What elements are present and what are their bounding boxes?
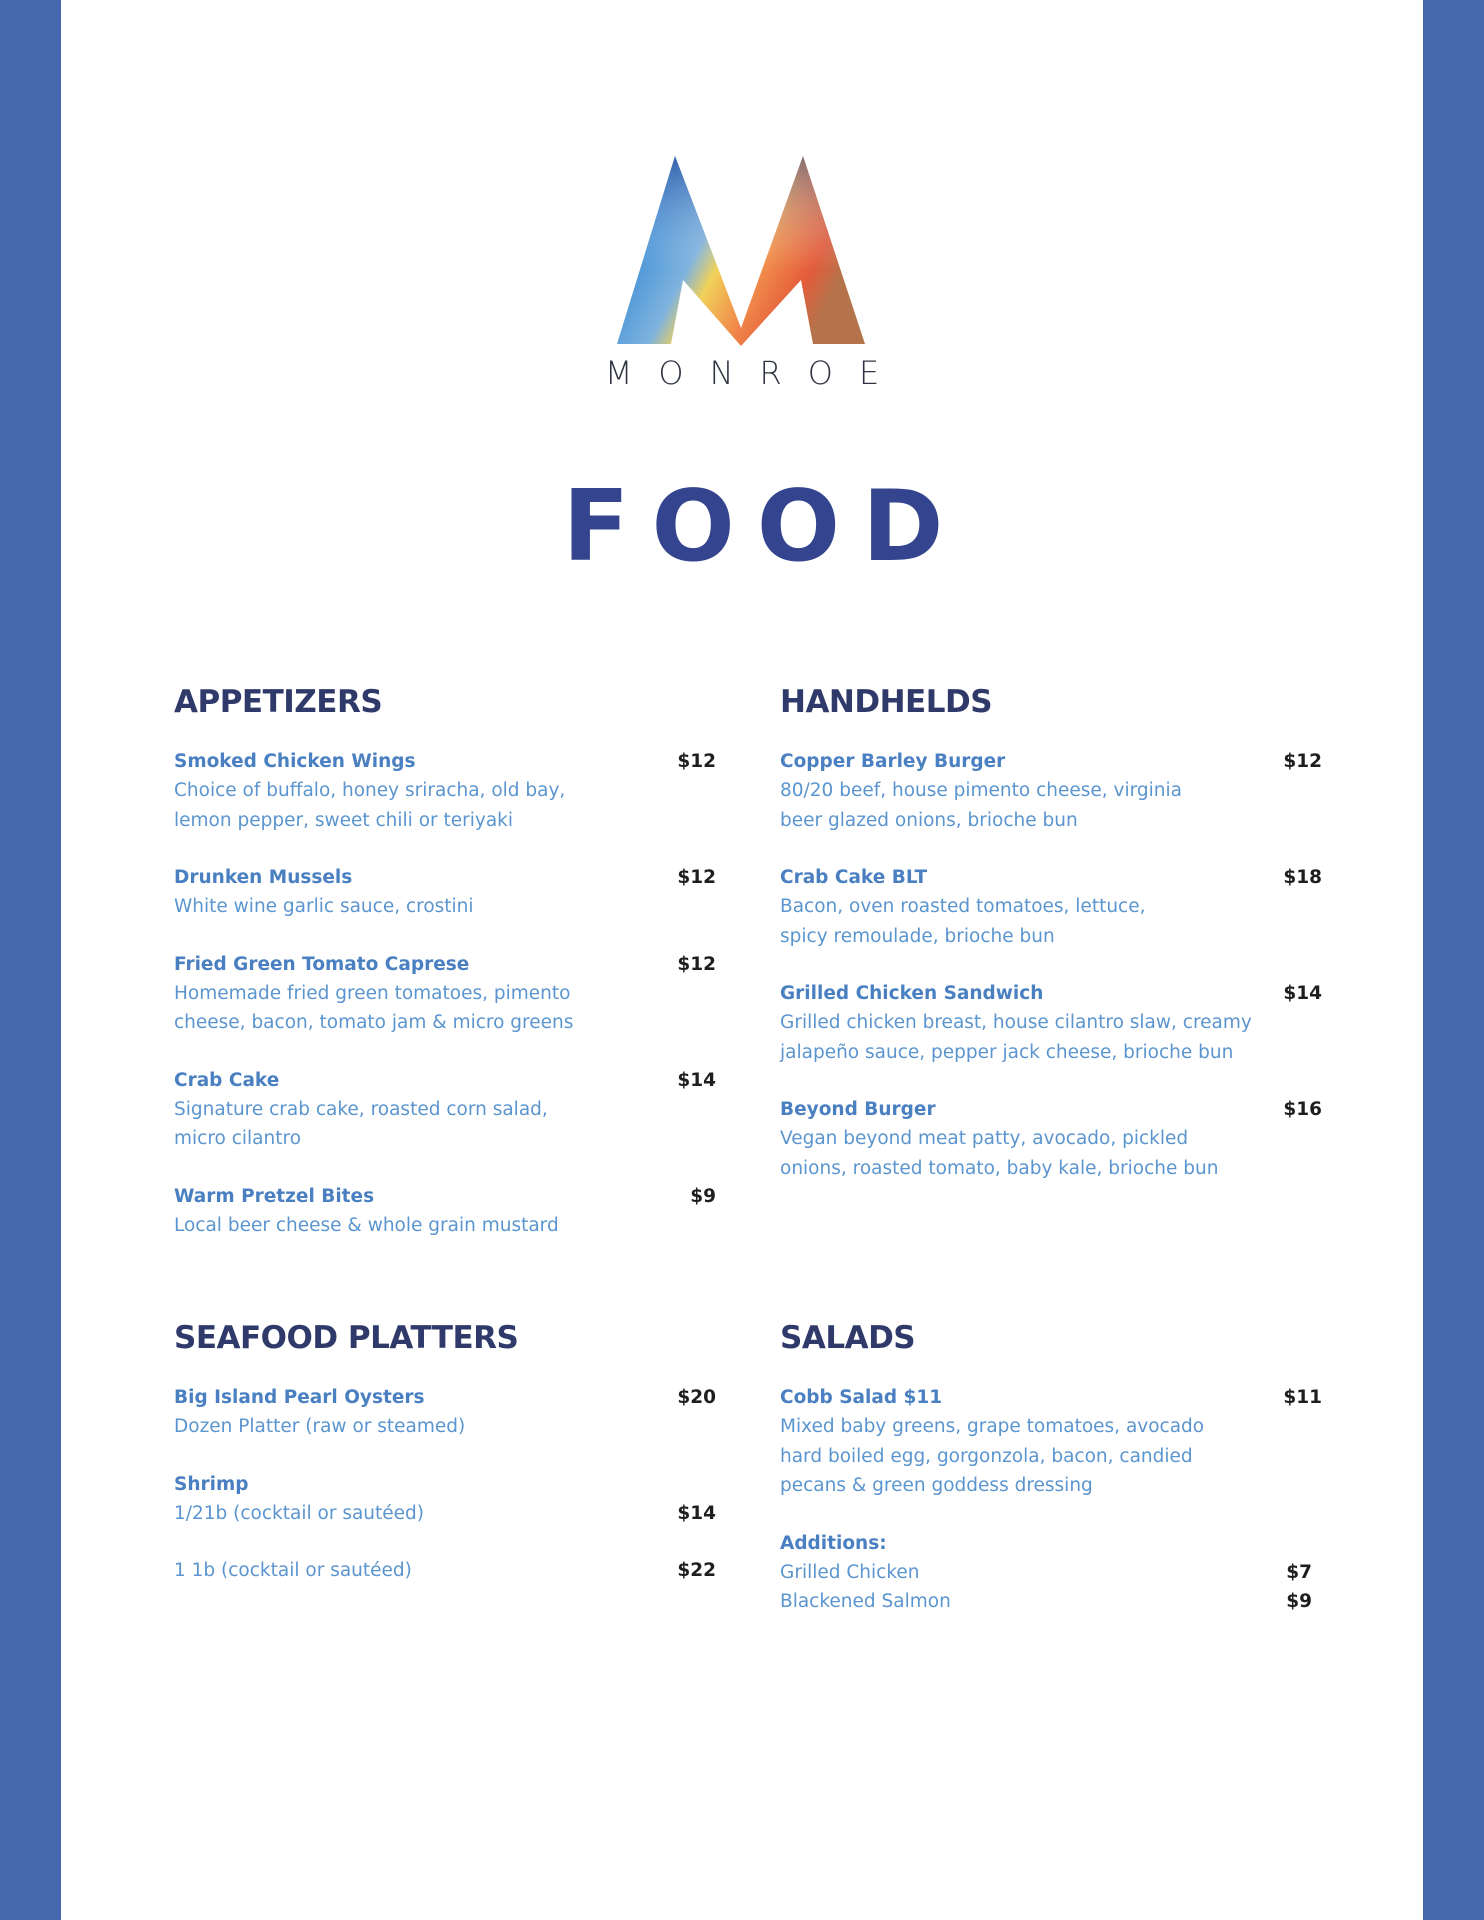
item-price: $16 <box>1283 1099 1322 1121</box>
menu-item <box>174 1182 716 1241</box>
menu-item <box>174 1066 716 1154</box>
addition-price: $9 <box>1286 1591 1312 1613</box>
menu-item <box>780 979 1322 1067</box>
item-price: $20 <box>677 1387 716 1409</box>
item-description <box>174 1211 644 1241</box>
menu-item <box>780 863 1322 951</box>
item-price: $12 <box>677 953 716 975</box>
item-price: $9 <box>690 1185 716 1207</box>
item-name: Grilled Chicken Sandwich <box>780 983 1044 1005</box>
desc-line: Local beer cheese & whole grain mustard <box>174 1214 559 1236</box>
addition-item <box>780 1587 1322 1617</box>
price-option <box>174 1499 716 1529</box>
additions-label: Additions: <box>780 1532 887 1554</box>
desc-line: Vegan beyond meat patty, avocado, pickled <box>780 1128 1189 1150</box>
desc-line: Grilled chicken breast, house cilantro slaw, creamy <box>780 1012 1252 1034</box>
brand-logo <box>0 150 1484 392</box>
desc-line: 80/20 beef, house pimento cheese, virginia <box>780 780 1183 802</box>
desc-line: spicy remoulade, brioche bun <box>780 925 1055 947</box>
price-option <box>174 1556 716 1586</box>
addition-name: Grilled Chicken <box>780 1561 920 1583</box>
menu-item <box>174 1470 716 1586</box>
item-description <box>174 776 644 835</box>
addition-name: Blackened Salmon <box>780 1591 951 1613</box>
menu-item <box>780 1383 1322 1501</box>
addition-price: $7 <box>1286 1561 1312 1583</box>
menu-item <box>174 1383 716 1442</box>
item-name: Beyond Burger <box>780 1099 936 1121</box>
desc-line: lemon pepper, sweet chili or teriyaki <box>174 809 514 831</box>
desc-line: pecans & green goddess dressing <box>780 1475 1093 1497</box>
item-description <box>174 892 644 922</box>
menu-item <box>780 1095 1322 1183</box>
seafood-section <box>174 1320 716 1614</box>
item-name: Copper Barley Burger <box>780 751 1006 773</box>
item-price: $12 <box>1283 751 1322 773</box>
item-description: Dozen Platter (raw or steamed) <box>174 1416 466 1438</box>
desc-line: jalapeño sauce, pepper jack cheese, brioche bun <box>780 1041 1234 1063</box>
desc-line: Signature crab cake, roasted corn salad, <box>174 1098 548 1120</box>
item-name: Drunken Mussels <box>174 867 353 889</box>
item-name: Fried Green Tomato Caprese <box>174 953 470 975</box>
desc-line: Bacon, oven roasted tomatoes, lettuce, <box>780 896 1146 918</box>
desc-line: beer glazed onions, brioche bun <box>780 809 1078 831</box>
item-name: Shrimp <box>174 1473 249 1495</box>
desc-line: Homemade fried green tomatoes, pimento <box>174 982 571 1004</box>
watercolor-m-logo-icon <box>617 150 867 350</box>
option-price: $14 <box>677 1502 716 1524</box>
item-name: Big Island Pearl Oysters <box>174 1387 425 1409</box>
option-description: 1/21b (cocktail or sautéed) <box>174 1502 424 1524</box>
seafood-heading: SEAFOOD PLATTERS <box>174 1320 519 1356</box>
desc-line: cheese, bacon, tomato jam & micro greens <box>174 1012 574 1034</box>
addition-item <box>780 1558 1322 1588</box>
item-description <box>780 1412 1280 1501</box>
menu-item <box>174 747 716 835</box>
item-description <box>780 776 1250 835</box>
desc-line: onions, roasted tomato, baby kale, brioche bun <box>780 1157 1219 1179</box>
item-name: Crab Cake BLT <box>780 867 928 889</box>
appetizers-heading: APPETIZERS <box>174 684 383 720</box>
page-title: FOOD <box>562 470 966 584</box>
item-price: $14 <box>1283 983 1322 1005</box>
item-description <box>780 892 1250 951</box>
item-name: Warm Pretzel Bites <box>174 1185 375 1207</box>
desc-line: Mixed baby greens, grape tomatoes, avocado <box>780 1416 1205 1438</box>
salads-heading: SALADS <box>780 1320 916 1356</box>
brand-name: MONROE <box>604 354 906 392</box>
item-description <box>174 1095 644 1154</box>
salads-section <box>780 1320 1322 1617</box>
desc-line: hard boiled egg, gorgonzola, bacon, candied <box>780 1445 1193 1467</box>
item-name: Smoked Chicken Wings <box>174 751 416 773</box>
desc-line: micro cilantro <box>174 1128 302 1150</box>
item-price: $12 <box>677 867 716 889</box>
handhelds-heading: HANDHELDS <box>780 684 993 720</box>
option-price: $22 <box>677 1560 716 1582</box>
item-description <box>174 979 644 1038</box>
item-price: $12 <box>677 751 716 773</box>
handhelds-section <box>780 684 1322 1211</box>
menu-item <box>780 747 1322 835</box>
option-description: 1 1b (cocktail or sautéed) <box>174 1560 412 1582</box>
item-description <box>780 1124 1300 1183</box>
item-name: Crab Cake <box>174 1069 280 1091</box>
item-name: Cobb Salad $11 <box>780 1387 943 1409</box>
menu-item <box>174 863 716 922</box>
item-price: $14 <box>677 1069 716 1091</box>
item-price: $11 <box>1283 1387 1322 1409</box>
menu-item <box>174 950 716 1038</box>
item-description <box>780 1008 1300 1067</box>
appetizers-section <box>174 684 716 1268</box>
desc-line: Choice of buffalo, honey sriracha, old bay, <box>174 780 566 802</box>
desc-line: White wine garlic sauce, crostini <box>174 896 474 918</box>
item-price: $18 <box>1283 867 1322 889</box>
